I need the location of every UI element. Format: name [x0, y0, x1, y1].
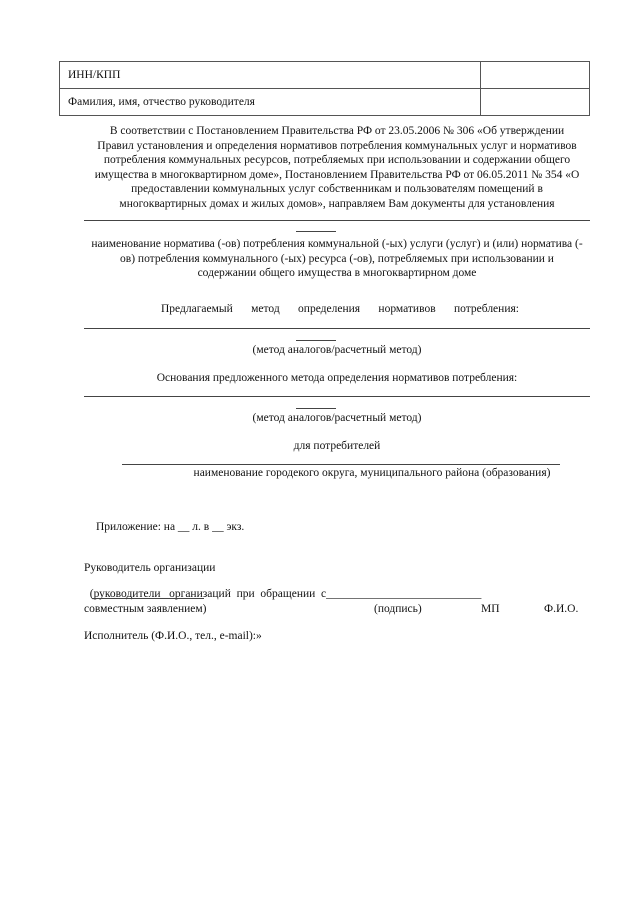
- method-caption-1: (метод аналогов/расчетный метод): [252, 344, 422, 356]
- fio-caption: Ф.И.О.: [544, 603, 579, 615]
- normative-caption: [84, 237, 590, 281]
- sign-caption: (подпись): [374, 603, 422, 615]
- normative-fill-line[interactable]: [84, 220, 590, 221]
- method-caption-2: (метод аналогов/расчетный метод): [252, 412, 422, 424]
- inn-kpp-value[interactable]: [481, 62, 590, 89]
- head-name-value[interactable]: [481, 89, 590, 116]
- grounds-fill-line[interactable]: [84, 396, 590, 397]
- inn-kpp-label: ИНН/КПП: [60, 62, 481, 89]
- short-divider: [296, 231, 336, 232]
- table-row: [60, 89, 590, 116]
- caption-line: ов) потребления коммунального (-ых) ресурса (-ов), потребляемых при использовании и: [120, 252, 554, 265]
- caption-line: наименование норматива (-ов) потребления коммунальной (-ых) услуги (услуг) и (или) норматива (-: [91, 238, 583, 250]
- caption-line: содержании общего имущества в многоквартирном доме: [197, 267, 477, 280]
- intro-line: В соответствии с Постановлением Правительства РФ от 23.05.2006 № 306 «Об утверждении: [109, 125, 565, 137]
- intro-line: предоставлении коммунальных услуг собственникам и пользователям помещений в: [131, 183, 543, 196]
- stamp-caption: МП: [481, 603, 500, 615]
- intro-line: потребления коммунальных ресурсов, потребляемых при использовании и содержании общего: [103, 154, 571, 167]
- heads-line: [84, 576, 481, 600]
- signature-fill-line[interactable]: [92, 598, 204, 599]
- intro-line: имущества в многоквартирном доме», Постановлением Правительства РФ от 06.05.2011 № 354 «О: [94, 168, 580, 181]
- heads-prefix: (руководители организаций при обращении с: [89, 588, 327, 600]
- word: определения: [298, 303, 361, 315]
- for-consumers: для потребителей: [293, 440, 381, 452]
- proposed-method-label: [161, 303, 519, 315]
- municipality-fill-line[interactable]: [122, 464, 560, 465]
- municipality-caption: наименование городекого округа, муниципального района (образования): [193, 467, 551, 479]
- attachment-line: Приложение: на __ л. в __ экз.: [96, 521, 245, 533]
- intro-line: Правил установления и определения нормативов потребления коммунальных услуг и нормативов: [97, 139, 577, 152]
- short-divider: [296, 408, 336, 409]
- org-info-table: [59, 61, 590, 116]
- joint-statement: совместным заявлением): [84, 603, 207, 615]
- short-divider: [296, 340, 336, 341]
- word: метод: [251, 303, 280, 315]
- grounds-label: Основания предложенного метода определения нормативов потребления:: [156, 372, 518, 384]
- word: Предлагаемый: [161, 303, 233, 315]
- heads-fill[interactable]: ___________________________: [326, 588, 482, 600]
- word: потребления:: [453, 303, 519, 315]
- intro-line: многоквартирных домах и жилых домов», направляем Вам документы для установления: [119, 197, 555, 210]
- intro-paragraph: [84, 124, 590, 212]
- method-fill-line[interactable]: [84, 328, 590, 329]
- head-name-label: Фамилия, имя, отчество руководителя: [60, 89, 481, 116]
- table-row: [60, 62, 590, 89]
- executor-line: Исполнитель (Ф.И.О., тел., e-mail):»: [84, 630, 262, 642]
- head-title: Руководитель организации: [84, 562, 216, 574]
- word: нормативов: [378, 303, 436, 315]
